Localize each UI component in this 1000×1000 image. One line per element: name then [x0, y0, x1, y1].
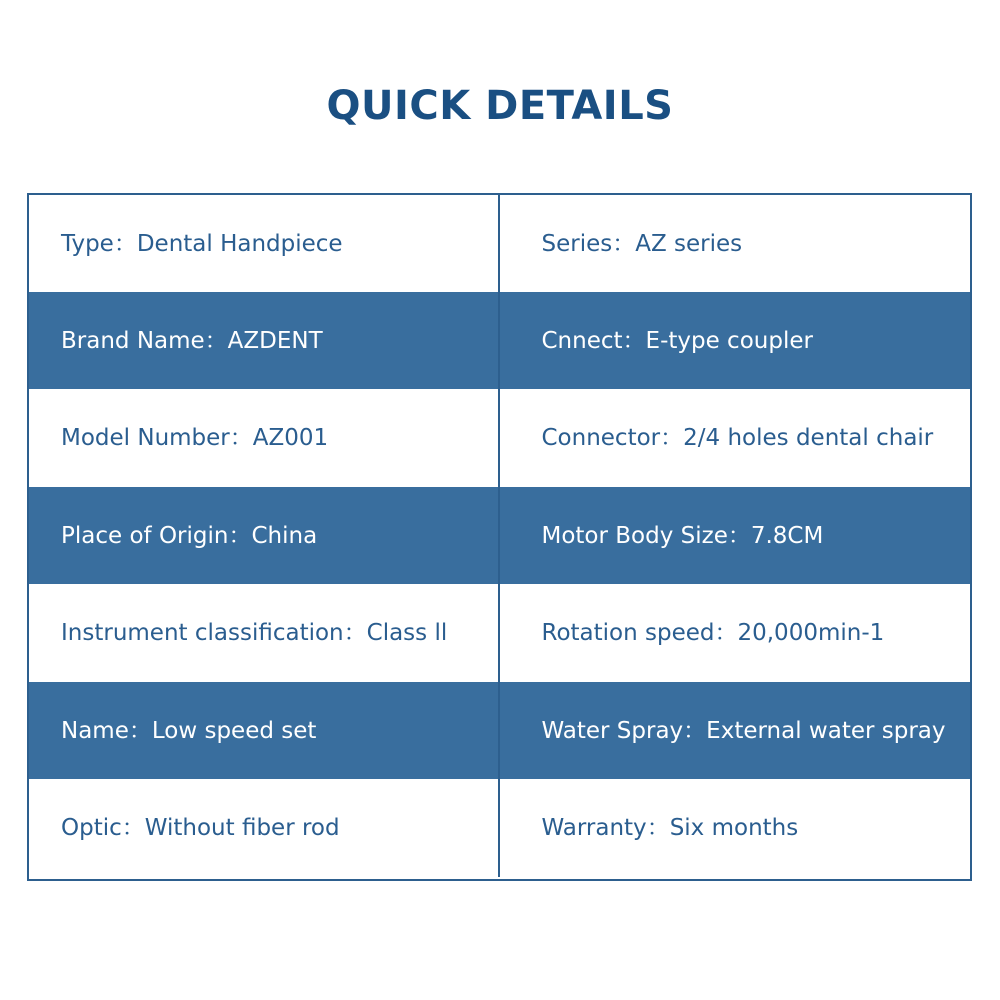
table-cell-right: [500, 389, 971, 487]
page-title: QUICK DETAILS: [326, 83, 674, 129]
table-cell-right: [500, 584, 971, 682]
spec-separator: ：: [683, 717, 707, 744]
spec-value: External water spray: [706, 717, 946, 744]
spec-label: Place of Origin: [61, 522, 229, 549]
table-row: [29, 779, 970, 877]
table-cell-right: [500, 487, 971, 584]
spec-value: AZ series: [635, 230, 743, 257]
spec-value: 7.8CM: [750, 522, 824, 549]
spec-label: Type: [61, 230, 114, 257]
spec-separator: ：: [113, 230, 137, 257]
spec-separator: ：: [229, 425, 253, 451]
spec-value: AZ001: [252, 425, 329, 451]
spec-value: 20,000min-1: [737, 620, 885, 646]
table-cell-left: [29, 682, 500, 779]
spec-separator: ：: [343, 620, 367, 646]
table-cell-left: [29, 292, 500, 389]
spec-separator: ：: [228, 522, 252, 549]
spec-separator: ：: [622, 327, 646, 354]
table-cell-right: [500, 195, 971, 292]
spec-label: Rotation speed: [541, 620, 715, 646]
spec-label: Motor Body Size: [541, 522, 728, 549]
spec-label: Brand Name: [61, 327, 205, 354]
table-cell-left: [29, 584, 500, 682]
spec-separator: ：: [660, 425, 684, 451]
spec-separator: ：: [612, 230, 636, 257]
spec-label: Water Spray: [541, 717, 684, 744]
spec-label: Optic: [61, 815, 122, 841]
spec-label: Instrument classification: [61, 620, 344, 646]
spec-label: Model Number: [61, 425, 230, 451]
table-cell-left: [29, 195, 500, 292]
spec-separator: ：: [121, 815, 145, 841]
table-cell-right: [500, 682, 971, 779]
spec-value: Dental Handpiece: [136, 230, 343, 257]
table-row: [29, 389, 970, 487]
spec-label: Cnnect: [541, 327, 623, 354]
table-row: [29, 195, 970, 292]
table-row: [29, 487, 970, 584]
spec-value: Low speed set: [151, 717, 317, 744]
spec-separator: ：: [727, 522, 751, 549]
spec-separator: ：: [714, 620, 738, 646]
table-cell-left: [29, 779, 500, 877]
spec-separator: ：: [128, 717, 152, 744]
table-cell-left: [29, 389, 500, 487]
details-table: [27, 193, 972, 881]
spec-label: Series: [541, 230, 613, 257]
spec-separator: ：: [204, 327, 228, 354]
spec-value: E-type coupler: [645, 327, 813, 354]
spec-value: Six months: [669, 815, 799, 841]
spec-value: China: [251, 522, 318, 549]
table-row: [29, 682, 970, 779]
spec-label: Connector: [541, 425, 661, 451]
spec-value: AZDENT: [227, 327, 323, 354]
table-cell-left: [29, 487, 500, 584]
table-row: [29, 292, 970, 389]
table-row: [29, 584, 970, 682]
spec-value: Class ll: [366, 620, 448, 646]
spec-value: 2/4 holes dental chair: [683, 425, 934, 451]
spec-separator: ：: [646, 815, 670, 841]
spec-label: Warranty: [541, 815, 647, 841]
spec-label: Name: [61, 717, 129, 744]
table-cell-right: [500, 292, 971, 389]
spec-value: Without fiber rod: [144, 815, 340, 841]
table-cell-right: [500, 779, 971, 877]
